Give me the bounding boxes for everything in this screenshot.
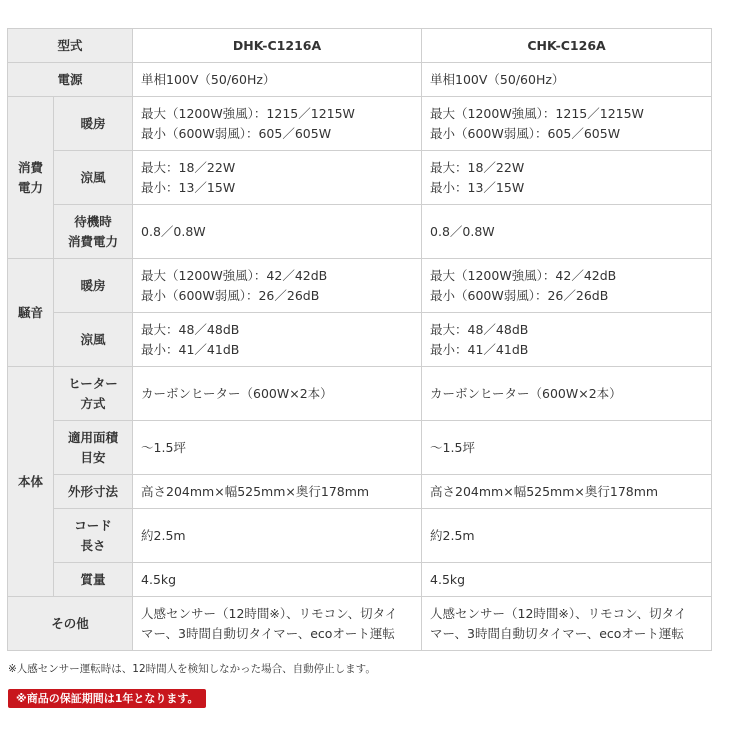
noise-group-label: 騒音 xyxy=(8,259,54,367)
body-area-row xyxy=(8,421,712,475)
spec-table xyxy=(7,28,712,651)
consumption-standby-row xyxy=(8,205,712,259)
body-size-row xyxy=(8,475,712,509)
body-group-label: 本体 xyxy=(8,367,54,597)
noise-heating-row xyxy=(8,259,712,313)
body-area-b: ～1.5坪 xyxy=(422,421,712,475)
other-row xyxy=(8,597,712,651)
noise-heating-b: 最大（1200W強風）：42／42dB 最小（600W弱風）：26／26dB xyxy=(422,259,712,313)
consumption-cooling-a: 最大：18／22W 最小：13／15W xyxy=(133,151,422,205)
body-cord-label: コード 長さ xyxy=(54,509,133,563)
consumption-group-label: 消費 電力 xyxy=(8,97,54,259)
model-a-header: DHK-C1216A xyxy=(133,29,422,63)
footnote: ※人感センサー運転時は、12時間人を検知しなかった場合、自動停止します。 xyxy=(8,663,376,675)
model-b-header: CHK-C126A xyxy=(422,29,712,63)
body-weight-a: 4.5kg xyxy=(133,563,422,597)
body-heater-row xyxy=(8,367,712,421)
noise-cooling-b: 最大：48／48dB 最小：41／41dB xyxy=(422,313,712,367)
noise-cooling-a: 最大：48／48dB 最小：41／41dB xyxy=(133,313,422,367)
power-value-b: 単相100V（50/60Hz） xyxy=(422,63,712,97)
power-row xyxy=(8,63,712,97)
noise-cooling-label: 涼風 xyxy=(54,313,133,367)
consumption-standby-a: 0.8／0.8W xyxy=(133,205,422,259)
consumption-heating-b: 最大（1200W強風）：1215／1215W 最小（600W弱風）：605／605W xyxy=(422,97,712,151)
other-a: 人感センサー（12時間※）、リモコン、切タイ マー、3時間自動切タイマー、ecoオート運転 xyxy=(133,597,422,651)
consumption-cooling-b: 最大：18／22W 最小：13／15W xyxy=(422,151,712,205)
header-label: 型式 xyxy=(8,29,133,63)
body-weight-row xyxy=(8,563,712,597)
body-heater-label: ヒーター 方式 xyxy=(54,367,133,421)
consumption-cooling-row xyxy=(8,151,712,205)
body-cord-a: 約2.5m xyxy=(133,509,422,563)
body-heater-b: カーボンヒーター（600W×2本） xyxy=(422,367,712,421)
consumption-heating-label: 暖房 xyxy=(54,97,133,151)
header-row xyxy=(8,29,712,63)
consumption-standby-b: 0.8／0.8W xyxy=(422,205,712,259)
noise-cooling-row xyxy=(8,313,712,367)
consumption-cooling-label: 涼風 xyxy=(54,151,133,205)
other-label: その他 xyxy=(8,597,133,651)
body-weight-label: 質量 xyxy=(54,563,133,597)
body-area-a: ～1.5坪 xyxy=(133,421,422,475)
body-heater-a: カーボンヒーター（600W×2本） xyxy=(133,367,422,421)
body-cord-row xyxy=(8,509,712,563)
consumption-standby-label: 待機時 消費電力 xyxy=(54,205,133,259)
noise-heating-label: 暖房 xyxy=(54,259,133,313)
body-area-label: 適用面積 目安 xyxy=(54,421,133,475)
noise-heating-a: 最大（1200W強風）：42／42dB 最小（600W弱風）：26／26dB xyxy=(133,259,422,313)
consumption-heating-a: 最大（1200W強風）：1215／1215W 最小（600W弱風）：605／605W xyxy=(133,97,422,151)
body-cord-b: 約2.5m xyxy=(422,509,712,563)
power-value-a: 単相100V（50/60Hz） xyxy=(133,63,422,97)
consumption-heating-row xyxy=(8,97,712,151)
warranty-badge: ※商品の保証期間は1年となります。 xyxy=(8,689,206,708)
body-size-a: 高さ204mm×幅525mm×奥行178mm xyxy=(133,475,422,509)
body-size-b: 高さ204mm×幅525mm×奥行178mm xyxy=(422,475,712,509)
body-weight-b: 4.5kg xyxy=(422,563,712,597)
other-b: 人感センサー（12時間※）、リモコン、切タイ マー、3時間自動切タイマー、ecoオート運転 xyxy=(422,597,712,651)
power-label: 電源 xyxy=(8,63,133,97)
body-size-label: 外形寸法 xyxy=(54,475,133,509)
